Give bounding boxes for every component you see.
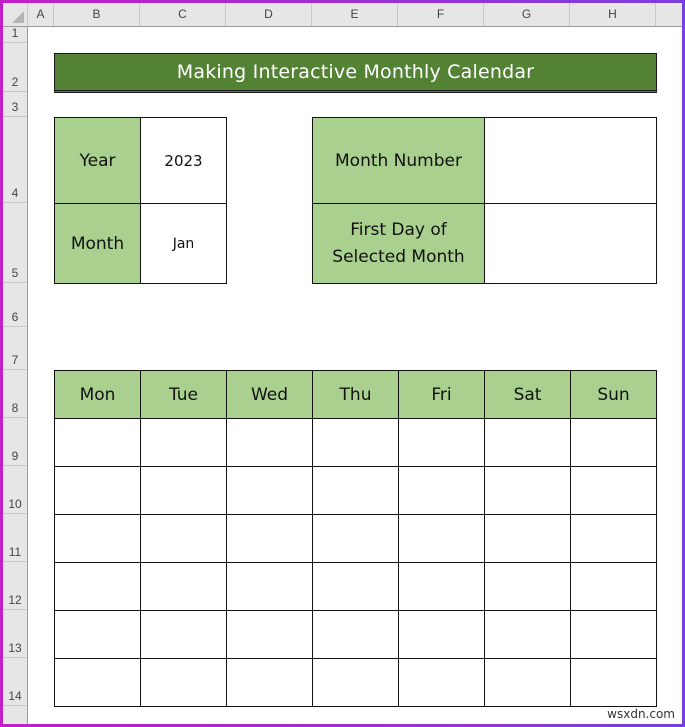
calendar-cell-week2-mon[interactable]	[54, 466, 141, 515]
calendar-cell-week3-wed[interactable]	[226, 514, 313, 563]
calendar-cell-week4-thu[interactable]	[312, 562, 399, 611]
calendar-cell-week4-sun[interactable]	[570, 562, 657, 611]
calendar-cell-week3-sat[interactable]	[484, 514, 571, 563]
day-header-sat: Sat	[484, 370, 571, 419]
year-input-cell[interactable]: 2023	[140, 117, 227, 204]
column-header-b[interactable]: B	[54, 3, 140, 26]
calendar-cell-week6-wed[interactable]	[226, 658, 313, 707]
select-all-button[interactable]	[3, 3, 28, 27]
column-header-f[interactable]: F	[398, 3, 484, 26]
watermark: wsxdn.com	[607, 707, 675, 721]
month-label: Month	[54, 203, 141, 284]
column-headers	[28, 3, 682, 27]
day-header-thu: Thu	[312, 370, 399, 419]
row-header-1[interactable]: 1	[3, 27, 27, 43]
calendar-cell-week6-mon[interactable]	[54, 658, 141, 707]
row-header-7[interactable]: 7	[3, 327, 27, 370]
calendar-cell-week6-tue[interactable]	[140, 658, 227, 707]
row-header-14[interactable]: 14	[3, 658, 27, 706]
calendar-cell-week5-sun[interactable]	[570, 610, 657, 659]
calendar-cell-week1-sun[interactable]	[570, 418, 657, 467]
day-header-mon: Mon	[54, 370, 141, 419]
calendar-cell-week2-thu[interactable]	[312, 466, 399, 515]
first-day-label	[312, 203, 485, 284]
year-label: Year	[54, 117, 141, 204]
first-day-label-line1: First Day of	[350, 219, 447, 240]
day-header-sun: Sun	[570, 370, 657, 419]
calendar-cell-week5-tue[interactable]	[140, 610, 227, 659]
column-header-h[interactable]: H	[570, 3, 656, 26]
row-header-13[interactable]: 13	[3, 610, 27, 658]
row-header-8[interactable]: 8	[3, 370, 27, 418]
day-header-fri: Fri	[398, 370, 485, 419]
calendar-cell-week5-sat[interactable]	[484, 610, 571, 659]
column-header-g[interactable]: G	[484, 3, 570, 26]
calendar-cell-week4-mon[interactable]	[54, 562, 141, 611]
calendar-cell-week1-sat[interactable]	[484, 418, 571, 467]
month-number-label: Month Number	[312, 117, 485, 204]
row-header-4[interactable]: 4	[3, 117, 27, 203]
day-header-wed: Wed	[226, 370, 313, 419]
calendar-cell-week6-sat[interactable]	[484, 658, 571, 707]
row-header-12[interactable]: 12	[3, 562, 27, 610]
column-header-c[interactable]: C	[140, 3, 226, 26]
calendar-cell-week5-thu[interactable]	[312, 610, 399, 659]
row-header-11[interactable]: 11	[3, 514, 27, 562]
calendar-cell-week1-mon[interactable]	[54, 418, 141, 467]
calendar-cell-week4-sat[interactable]	[484, 562, 571, 611]
row-header-2[interactable]: 2	[3, 43, 27, 92]
month-dropdown-cell[interactable]: Jan	[140, 203, 227, 284]
row-headers	[3, 27, 28, 724]
month-number-value-cell[interactable]	[484, 117, 657, 204]
day-header-tue: Tue	[140, 370, 227, 419]
calendar-cell-week3-sun[interactable]	[570, 514, 657, 563]
calendar-cell-week1-thu[interactable]	[312, 418, 399, 467]
calendar-cell-week2-sat[interactable]	[484, 466, 571, 515]
row-header-10[interactable]: 10	[3, 466, 27, 514]
row-header-9[interactable]: 9	[3, 418, 27, 466]
row-header-3[interactable]: 3	[3, 92, 27, 117]
first-day-value-cell[interactable]	[484, 203, 657, 284]
column-header-d[interactable]: D	[226, 3, 312, 26]
calendar-cell-week4-tue[interactable]	[140, 562, 227, 611]
row-header-6[interactable]: 6	[3, 283, 27, 327]
calendar-cell-week3-mon[interactable]	[54, 514, 141, 563]
calendar-cell-week5-mon[interactable]	[54, 610, 141, 659]
select-all-triangle-icon	[12, 11, 24, 23]
calendar-cell-week2-sun[interactable]	[570, 466, 657, 515]
first-day-label-line2: Selected Month	[332, 246, 465, 267]
calendar-cell-week5-fri[interactable]	[398, 610, 485, 659]
calendar-cell-week4-fri[interactable]	[398, 562, 485, 611]
calendar-cell-week4-wed[interactable]	[226, 562, 313, 611]
calendar-cell-week3-tue[interactable]	[140, 514, 227, 563]
row-header-5[interactable]: 5	[3, 203, 27, 283]
calendar-cell-week3-thu[interactable]	[312, 514, 399, 563]
calendar-cell-week2-fri[interactable]	[398, 466, 485, 515]
calendar-cell-week3-fri[interactable]	[398, 514, 485, 563]
calendar-title-banner[interactable]: Making Interactive Monthly Calendar	[54, 53, 657, 93]
calendar-cell-week1-wed[interactable]	[226, 418, 313, 467]
calendar-cell-week5-wed[interactable]	[226, 610, 313, 659]
calendar-cell-week6-sun[interactable]	[570, 658, 657, 707]
column-header-e[interactable]: E	[312, 3, 398, 26]
column-header-a[interactable]: A	[28, 3, 54, 26]
calendar-cell-week2-wed[interactable]	[226, 466, 313, 515]
calendar-cell-week1-fri[interactable]	[398, 418, 485, 467]
calendar-cell-week2-tue[interactable]	[140, 466, 227, 515]
calendar-cell-week6-fri[interactable]	[398, 658, 485, 707]
calendar-cell-week1-tue[interactable]	[140, 418, 227, 467]
calendar-cell-week6-thu[interactable]	[312, 658, 399, 707]
